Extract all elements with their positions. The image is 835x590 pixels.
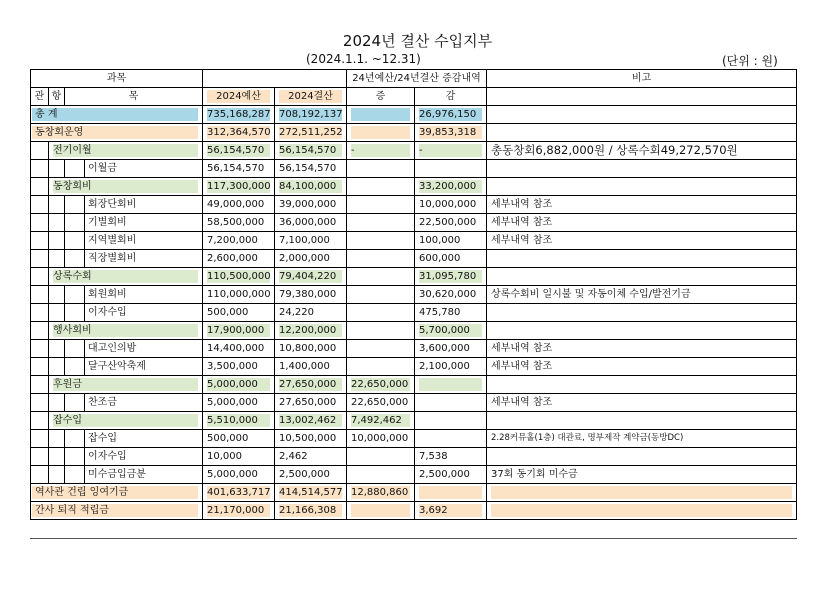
- remark-cell: 세부내역 참조: [487, 196, 797, 214]
- bottom-divider: [30, 538, 797, 539]
- settlement-cell: 272,511,252: [279, 127, 343, 138]
- period: (2024.1.1. ~12.31): [306, 52, 421, 66]
- settlement-cell: 79,404,220: [279, 271, 337, 282]
- settlement-cell: 10,500,000: [279, 433, 337, 444]
- row-label: 찬조금: [85, 394, 203, 412]
- income-table: [30, 69, 797, 520]
- increase-cell: 22,650,000: [351, 397, 409, 408]
- table-row: [31, 466, 797, 484]
- header-change-group: 24년예산/24년결산 증감내역: [347, 70, 487, 88]
- decrease-cell: 30,620,000: [419, 289, 477, 300]
- remark-cell: [487, 322, 797, 340]
- table-row: [31, 214, 797, 232]
- decrease-cell: 2,500,000: [419, 469, 470, 480]
- settlement-cell: 12,200,000: [279, 325, 337, 336]
- settlement-cell: 56,154,570: [279, 163, 337, 174]
- budget-cell: 110,000,000: [207, 289, 271, 300]
- remark-cell: 세부내역 참조: [487, 394, 797, 412]
- budget-cell: 5,000,000: [207, 469, 258, 480]
- budget-cell: 5,000,000: [207, 397, 258, 408]
- unit-label: (단위 : 원): [722, 54, 778, 68]
- remark-cell: 세부내역 참조: [487, 340, 797, 358]
- remark-cell: [487, 160, 797, 178]
- budget-cell: 5,000,000: [207, 379, 258, 390]
- header-mok: 목: [65, 88, 203, 106]
- row-label: 상록수회: [53, 271, 92, 282]
- row-label: 총 계: [35, 109, 58, 120]
- remark-cell: [487, 268, 797, 286]
- table-row: [31, 502, 797, 520]
- row-label: 동창회운영: [35, 127, 84, 138]
- remark-cell: 상록수회비 일시불 및 자동이체 수입/발전기금: [487, 286, 797, 304]
- budget-cell: 49,000,000: [207, 199, 265, 210]
- header-budget: 2024예산: [216, 91, 261, 102]
- row-label: 미수금입금분: [85, 466, 203, 484]
- table-row: [31, 376, 797, 394]
- table-row: [31, 232, 797, 250]
- table-row: [31, 394, 797, 412]
- table-row: [31, 268, 797, 286]
- header-increase: 증: [347, 88, 415, 106]
- settlement-cell: 10,800,000: [279, 343, 337, 354]
- decrease-cell: 3,600,000: [419, 343, 470, 354]
- decrease-cell: 475,780: [419, 307, 461, 318]
- budget-cell: 500,000: [207, 433, 249, 444]
- header-remarks: 비고: [487, 70, 797, 88]
- decrease-cell: 5,700,000: [419, 325, 470, 336]
- decrease-cell: 10,000,000: [419, 199, 477, 210]
- table-row: [31, 484, 797, 502]
- decrease-cell: -: [419, 145, 423, 156]
- budget-cell: 500,000: [207, 307, 249, 318]
- settlement-cell: 7,100,000: [279, 235, 330, 246]
- header-decrease: 감: [415, 88, 487, 106]
- table-row: [31, 322, 797, 340]
- header-gwan: 관: [31, 88, 49, 106]
- page-title: 2024년 결산 수입지부: [342, 32, 493, 50]
- table-row: [31, 286, 797, 304]
- header-hang: 항: [49, 88, 65, 106]
- row-label: 전기이월: [53, 145, 92, 156]
- table-row: [31, 358, 797, 376]
- budget-cell: 5,510,000: [207, 415, 258, 426]
- settlement-cell: 2,462: [279, 451, 308, 462]
- row-label: 이자수입: [85, 448, 203, 466]
- budget-cell: 21,170,000: [207, 505, 265, 516]
- remark-cell: [487, 304, 797, 322]
- decrease-cell: 2,100,000: [419, 361, 470, 372]
- decrease-cell: 33,200,000: [419, 181, 477, 192]
- settlement-cell: 2,000,000: [279, 253, 330, 264]
- budget-cell: 312,364,570: [207, 127, 271, 138]
- settlement-cell: 24,220: [279, 307, 314, 318]
- row-label: 간사 퇴직 적립금: [35, 505, 109, 516]
- budget-cell: 735,168,287: [207, 109, 271, 120]
- settlement-cell: 36,000,000: [279, 217, 337, 228]
- table-row: [31, 124, 797, 142]
- increase-cell: 10,000,000: [351, 433, 409, 444]
- decrease-cell: 7,538: [419, 451, 448, 462]
- increase-cell: 12,880,860: [351, 487, 409, 498]
- budget-cell: 10,000: [207, 451, 242, 462]
- remark-cell: 세부내역 참조: [487, 232, 797, 250]
- row-label: 동창회비: [53, 181, 92, 192]
- settlement-cell: 1,400,000: [279, 361, 330, 372]
- decrease-cell: 100,000: [419, 235, 461, 246]
- budget-cell: 2,600,000: [207, 253, 258, 264]
- table-row: [31, 412, 797, 430]
- settlement-cell: 27,650,000: [279, 397, 337, 408]
- header-subject: 과목: [31, 70, 203, 88]
- settlement-cell: 21,166,308: [279, 505, 337, 516]
- table-row: [31, 250, 797, 268]
- remark-cell: 2.28커뮤홀(1층) 대관료, 명부제작 계약금(동방DC): [487, 430, 797, 448]
- budget-cell: 14,400,000: [207, 343, 265, 354]
- settlement-cell: 708,192,137: [279, 109, 343, 120]
- increase-cell: 7,492,462: [351, 415, 402, 426]
- decrease-cell: 26,976,150: [419, 109, 477, 120]
- table-row: [31, 448, 797, 466]
- budget-cell: 401,633,717: [207, 487, 271, 498]
- row-label: 후원금: [53, 379, 82, 390]
- row-label: 이자수입: [85, 304, 203, 322]
- table-row: [31, 142, 797, 160]
- settlement-cell: 84,100,000: [279, 181, 337, 192]
- row-label: 잡수입: [85, 430, 203, 448]
- budget-cell: 17,900,000: [207, 325, 265, 336]
- row-label: 달구산악축제: [85, 358, 203, 376]
- decrease-cell: 31,095,780: [419, 271, 477, 282]
- settlement-cell: 27,650,000: [279, 379, 337, 390]
- settlement-cell: 414,514,577: [279, 487, 343, 498]
- row-label: 대고인의밤: [85, 340, 203, 358]
- row-label: 직장별회비: [85, 250, 203, 268]
- header-row-1: [31, 70, 797, 88]
- remark-cell: 37회 동기회 미수금: [487, 466, 797, 484]
- remark-cell: [487, 412, 797, 430]
- remark-cell: [487, 448, 797, 466]
- decrease-cell: 600,000: [419, 253, 461, 264]
- row-label: 지역별회비: [85, 232, 203, 250]
- header-row-2: [31, 88, 797, 106]
- remark-cell: 세부내역 참조: [487, 358, 797, 376]
- table-row: [31, 196, 797, 214]
- table-row: [31, 304, 797, 322]
- budget-cell: 110,500,000: [207, 271, 271, 282]
- budget-cell: 3,500,000: [207, 361, 258, 372]
- budget-cell: 117,300,000: [207, 181, 271, 192]
- decrease-cell: 39,853,318: [419, 127, 477, 138]
- decrease-cell: 3,692: [419, 505, 448, 516]
- remark-cell: [487, 376, 797, 394]
- row-label: 행사회비: [53, 325, 92, 336]
- remark-cell: [487, 178, 797, 196]
- table-row: [31, 178, 797, 196]
- budget-cell: 58,500,000: [207, 217, 265, 228]
- settlement-cell: 2,500,000: [279, 469, 330, 480]
- row-label: 잡수입: [53, 415, 82, 426]
- budget-cell: 7,200,000: [207, 235, 258, 246]
- increase-cell: 22,650,000: [351, 379, 409, 390]
- increase-cell: -: [351, 145, 355, 156]
- row-label: 이월금: [85, 160, 203, 178]
- table-row: [31, 340, 797, 358]
- remark-cell: [487, 250, 797, 268]
- remark-cell: 세부내역 참조: [487, 214, 797, 232]
- budget-cell: 56,154,570: [207, 163, 265, 174]
- table-row: [31, 430, 797, 448]
- decrease-cell: 22,500,000: [419, 217, 477, 228]
- table-row: [31, 160, 797, 178]
- settlement-cell: 39,000,000: [279, 199, 337, 210]
- settlement-cell: 79,380,000: [279, 289, 337, 300]
- settlement-cell: 13,002,462: [279, 415, 337, 426]
- row-label: 기별회비: [85, 214, 203, 232]
- row-label: 회장단회비: [85, 196, 203, 214]
- row-label: 회원회비: [85, 286, 203, 304]
- table-row: [31, 106, 797, 124]
- header-settlement: 2024결산: [288, 91, 333, 102]
- settlement-cell: 56,154,570: [279, 145, 337, 156]
- row-label: 역사관 건립 잉여기금: [35, 487, 129, 498]
- remark-cell: 총동창회6,882,000원 / 상록수회49,272,570원: [487, 142, 797, 160]
- budget-cell: 56,154,570: [207, 145, 265, 156]
